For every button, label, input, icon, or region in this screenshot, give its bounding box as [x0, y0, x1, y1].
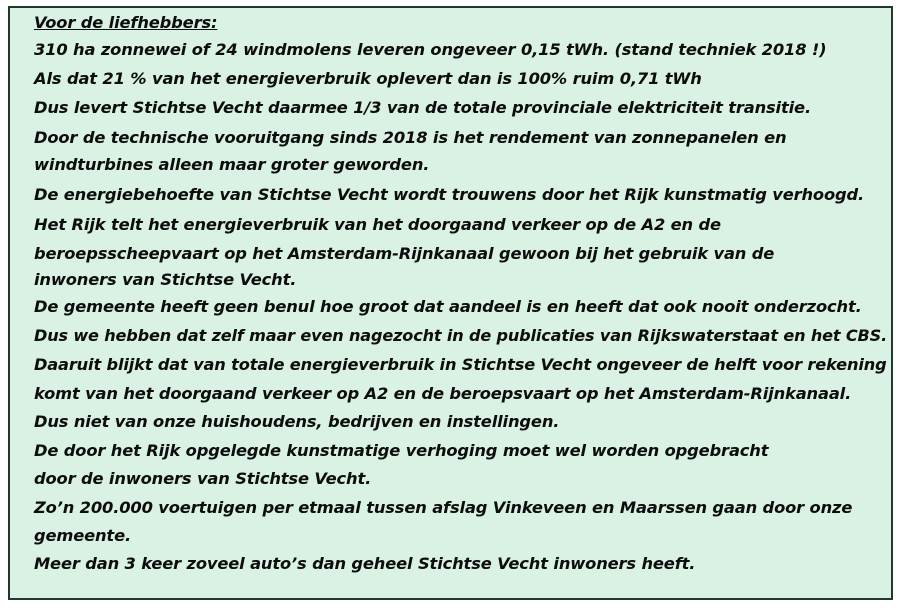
text-line: Daaruit blijkt dat van totale energieverbruik in Stichtse Vecht ongeveer de helft voor rekening [34, 355, 887, 374]
text-line: 310 ha zonnewei of 24 windmolens leveren ongeveer 0,15 tWh. (stand techniek 2018 !) [34, 40, 827, 59]
text-line: Als dat 21 % van het energieverbruik oplevert dan is 100% ruim 0,71 tWh [34, 69, 702, 88]
text-line: beroepsscheepvaart op het Amsterdam-Rijnkanaal gewoon bij het gebruik van de [34, 244, 775, 263]
text-line: De door het Rijk opgelegde kunstmatige verhoging moet wel worden opgebracht [34, 441, 769, 460]
text-line: Door de technische vooruitgang sinds 2018 is het rendement van zonnepanelen en [34, 128, 787, 147]
text-line: door de inwoners van Stichtse Vecht. [34, 469, 372, 488]
text-line: Dus niet van onze huishoudens, bedrijven en instellingen. [34, 412, 560, 431]
text-line: windturbines alleen maar groter geworden. [34, 155, 430, 174]
text-line: Meer dan 3 keer zoveel auto’s dan geheel Stichtse Vecht inwoners heeft. [34, 554, 696, 573]
heading: Voor de liefhebbers: [34, 13, 218, 32]
text-line: Zo’n 200.000 voertuigen per etmaal tussen afslag Vinkeveen en Maarssen gaan door onze [34, 498, 853, 517]
text-line: De gemeente heeft geen benul hoe groot dat aandeel is en heeft dat ook nooit onderzocht. [34, 297, 862, 316]
text-line: inwoners van Stichtse Vecht. [34, 270, 297, 289]
text-box [8, 6, 893, 600]
text-line: Het Rijk telt het energieverbruik van het doorgaand verkeer op de A2 en de [34, 215, 721, 234]
text-line: gemeente. [34, 526, 131, 545]
text-line: Dus we hebben dat zelf maar even nagezocht in de publicaties van Rijkswaterstaat en het CBS. [34, 326, 888, 345]
text-line: De energiebehoefte van Stichtse Vecht wordt trouwens door het Rijk kunstmatig verhoogd. [34, 185, 865, 204]
text-line: Dus levert Stichtse Vecht daarmee 1/3 van de totale provinciale elektriciteit transitie. [34, 98, 811, 117]
text-line: komt van het doorgaand verkeer op A2 en de beroepsvaart op het Amsterdam-Rijnkanaal. [34, 384, 852, 403]
